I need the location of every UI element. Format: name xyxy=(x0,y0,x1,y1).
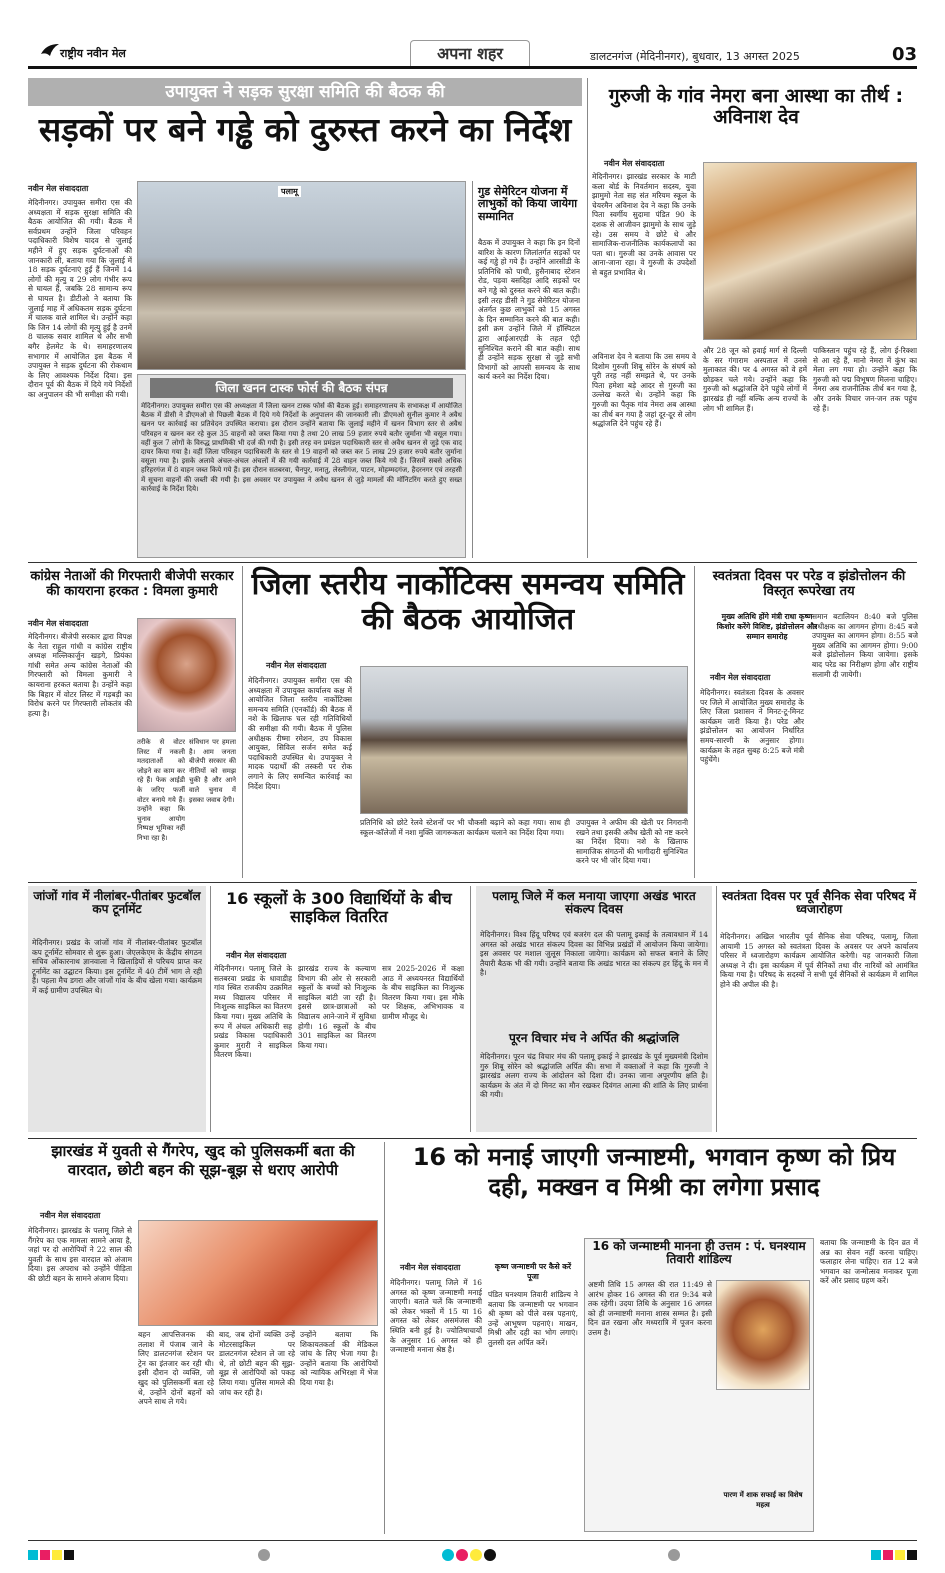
cycle-byline: नवीन मेल संवाददाता xyxy=(226,951,287,960)
khanan-headline: जिला खनन टास्क फोर्स की बैठक संपन्न xyxy=(215,381,388,395)
janmashtami-box-title: 16 को जन्माष्टमी मानना ही उत्तम : पं. घनश्याम तिवारी शांडिल्य xyxy=(592,1239,806,1267)
narcotics-headline: जिला स्तरीय नार्कोटिक्स समन्वय समिति की बैठक आयोजित xyxy=(251,567,685,637)
guruji-body-4: पाकिस्तान पहुंच रहे हैं, लोग ई-रिक्शा से आ रहे हैं, मानो नेमरा में कुंभ का मेला लग गया हो। उन्होंने कहा कि गुरुजी को पद्म विभूषण मिलना चाहिए। नेमरा अब राजनीतिक तीर्थ बन गया है, और उनके विचार जन-जन तक पहुंच रहे हैं। xyxy=(813,346,917,413)
guruji-body-2: अविनाश देव ने बताया कि उस समय वे दिशोम गुरुजी शिबू सोरेन के संघर्ष को पूरी तरह नहीं समझते थे, पर उनके पिता हमेशा बड़े आदर से गुरुजी का उल्लेख करते थे। उन्होंने कहा कि गुरुजी का पैतृक गांव नेमरा अब आस्था का तीर्थ बन गया है जहां दूर-दूर से लोग श्रद्धांजलि देने पहुंच रहे हैं। xyxy=(592,352,696,429)
narcotics-body-2: प्रतिनिधि को छोटे रेलवे स्टेशनों पर भी चौकसी बढ़ाने को कहा गया। साथ ही स्कूल-कॉलेजों में नशा मुक्ति जागरूकता कार्यक्रम चलाने का निर्देश दिया गया। xyxy=(360,818,570,837)
akhand-headline: पलामू जिले में कल मनाया जाएगा अखंड भारत संकल्प दिवस xyxy=(492,889,696,917)
janmashtami-byline: नवीन मेल संवाददाता xyxy=(400,1263,461,1272)
paper-name: राष्ट्रीय नवीन मेल xyxy=(60,47,126,60)
pandit-portrait-photo xyxy=(716,1280,810,1390)
lead-byline: नवीन मेल संवाददाता xyxy=(28,184,89,193)
registration-dot-icon xyxy=(258,1549,270,1561)
section-tab xyxy=(410,40,530,68)
photo-tag: पलामू xyxy=(278,186,301,197)
narcotics-body: मेदिनीनगर। उपायुक्त समीरा एस की अध्यक्षता में उपायुक्त कार्यालय कक्ष में आयोजित जिला स्तरीय नार्कोटिक्स समन्वय समिति (एनकॉर्ड) की बैठक में नशे के खिलाफ चल रही गतिविधियों की समीक्षा की गयी। बैठक में पुलिस अधीक्षक रीष्मा रमेशन, उप विकास आयुक्त, सिविल सर्जन समेत कई पदाधिकारी उपस्थित थे। उपायुक्त ने मादक पदार्थों की तस्करी पर रोक लगाने के लिए समन्वित कार्रवाई का निर्देश दिया। xyxy=(248,676,352,791)
cycle-headline: 16 स्कूलों के 300 विद्यार्थियों के बीच साइकिल वितरित xyxy=(226,889,452,926)
color-swatch-magenta xyxy=(40,1550,50,1560)
guruji-body-3: और 28 जून को हवाई मार्ग से दिल्ली के सर गंगाराम अस्पताल में उनसे मुलाकात की। पर 4 अगस्त को वे हमें छोड़कर चले गये। उन्होंने कहा कि गुरुजी को श्रद्धांजलि देने पहुंचे लोगों में झारखंड ही नहीं बल्कि अन्य राज्यों के लोग भी शामिल हैं। xyxy=(703,346,807,413)
tribute-body: मेदिनीनगर। पूरन चंद्र विचार मंच की पलामू इकाई ने झारखंड के पूर्व मुख्यमंत्री दिशोम गुरु शिबू सोरेन को श्रद्धांजलि अर्पित की। सभा में वक्ताओं ने कहा कि गुरुजी ने झारखंड अलग राज्य के आंदोलन को दिशा दी। उनका जाना अपूरणीय क्षति है। कार्यक्रम के अंत में दो मिनट का मौन रखकर दिवंगत आत्मा की शांति के लिए प्रार्थना की गयी। xyxy=(480,1052,708,1100)
janmashtami-caption: पारण में शाक सफाई का विशेष महत्व xyxy=(723,1491,803,1509)
crime-body-2: बहन आपत्तिजनक की तलाश में पंजाब जाने के लिए डालटनगंज स्टेशन पर ट्रेन का इंतजार कर रही थी। इसी दौरान दो व्यक्ति, जो खुद को पुलिसकर्मी बता रहे थे, उन्होंने दोनों बहनों को अपने साथ ले गये। xyxy=(138,1330,214,1407)
football-headline: जांजों गांव में नीलांबर-पीतांबर फुटबॉल कप टूर्नामेंट xyxy=(33,889,201,917)
akhand-body: मेदिनीनगर। विश्व हिंदू परिषद एवं बजरंग दल की पलामू इकाई के तत्वावधान में 14 अगस्त को अखंड भारत संकल्प दिवस का विभिन्न प्रखंडों में आयोजन किया जायेगा। इस अवसर पर मशाल जुलूस निकाला जायेगा। कार्यक्रम को सफल बनाने के लिए तैयारी बैठक भी की गयी। उन्होंने बताया कि अखंड भारत का संकल्प हर हिंदू के मन में है। xyxy=(480,930,708,978)
independence-subhead: मुख्य अतिथि होंगे मंत्री राधा कृष्ण किशोर करेंगे विशिष्ट, झंडोत्तोलन और सम्मान समारोह xyxy=(716,612,818,641)
narcotics-byline: नवीन मेल संवाददाता xyxy=(266,661,327,670)
lead-body: मेदिनीनगर। उपायुक्त समीरा एस की अध्यक्षता में सड़क सुरक्षा समिति की बैठक आयोजित की गयी। बैठक में सर्वप्रथम उन्होंने जिला परिवहन पदाधिकारी विशेष यादव से जुलाई महीने में हुए सड़क दुर्घटनाओं की जानकारी ली, बताया गया कि जुलाई में 18 सड़क दुर्घटनाएं हुईं हैं जिनमें 14 लोगों की मृत्यु व 29 लोग गंभीर रूप से घायल हैं, जबकि 28 सामान्य रूप से घायल है। डीटीओ ने बताया कि जुलाई माह में अधिकतम सड़क दुर्घटना में चालक वाले शामिल थे। उन्होंने कहा कि जिन 14 लोगों की मृत्यु हुई है उनमें 8 चालक सवार शामिल थे और सभी बगैर हेलमेट के थे। समाहरणालय सभागार में आयोजित इस बैठक में उपायुक्त ने सड़क दुर्घटना की रोकथाम के लिए आवश्यक निर्देश दिया। इस दौरान पूर्व की बैठक में दिये गये निर्देशों का अनुपालन की भी समीक्षा की गयी। xyxy=(28,198,132,399)
masthead xyxy=(0,0,945,72)
lead-kicker: उपायुक्त ने सड़क सुरक्षा समिति की बैठक की xyxy=(165,82,445,102)
crime-body-1: मेदिनीनगर। झारखंड के पलामू जिले से गैंगरेप का एक मामला सामने आया है, जहां पर दो आरोपियों ने 22 साल की युवती के साथ इस वारदात को अंजाम दिया। इस अपराध को उन्होंने पीड़िता की छोटी बहन के सामने अंजाम दिया। xyxy=(28,1226,132,1283)
guruji-ceremony-photo xyxy=(703,162,917,340)
congress-body-1: मेदिनीनगर। बीजेपी सरकार द्वारा विपक्ष के नेता राहुल गांधी व कांग्रेस राष्ट्रीय अध्यक्ष मल्लिकार्जुन खड़गे, प्रियंका गांधी समेत अन्य कांग्रेस नेताओं की गिरफ्तारी को विमला कुमारी ने कायराना हरकत बताया है। उन्होंने कहा कि बिहार में वोटर लिस्ट में गड़बड़ी का विरोध करने पर गिरफ्तारी लोकतंत्र की हत्या है। xyxy=(28,632,132,718)
guruji-byline: नवीन मेल संवाददाता xyxy=(604,159,665,168)
cycle-body-2: झारखंड राज्य के कल्याण विभाग की ओर से सरकारी स्कूलों के बच्चों को निःशुल्क साइकिल बांटी जा रही है। इससे छात्र-छात्राओं को विद्यालय आने-जाने में सुविधा होगी। 16 स्कूलों के बीच 301 साइकिल का वितरण किया गया। xyxy=(298,964,376,1050)
janmashtami-body-3: बताया कि जन्माष्टमी के दिन व्रत में अन्न का सेवन नहीं करना चाहिए। फलाहार लेना चाहिए। रात 12 बजे भगवान का जन्मोत्सव मनाकर पूजा करें और प्रसाद ग्रहण करें। xyxy=(820,1238,918,1286)
congress-headline: कांग्रेस नेताओं की गिरफ्तारी बीजेपी सरकार की कायराना हरकत : विमला कुमारी xyxy=(30,569,234,599)
lead-meeting-photo xyxy=(137,181,466,370)
janmashtami-body-1: मेदिनीनगर। पलामू जिले में 16 अगस्त को कृष्ण जन्माष्टमी मनाई जाएगी। बताते चलें कि जन्माष्टमी को लेकर भक्तों में 15 या 16 अगस्त को लेकर असमंजस की स्थिति बनी हुई है। ज्योतिषाचार्यों के अनुसार 16 अगस्त को ही जन्माष्टमी मनाना श्रेष्ठ है। xyxy=(390,1278,482,1355)
independence-headline: स्वतंत्रता दिवस पर परेड व झंडोत्तोलन की विस्तृत रूपरेखा तय xyxy=(712,569,906,599)
footer-registration-marks xyxy=(28,1548,917,1564)
color-swatch-yellow-right xyxy=(895,1550,905,1560)
guruji-body-1: मेदिनीनगर। झारखंड सरकार के माटी कला बोर्ड के निवर्तमान सदस्य, युवा झामुमो नेता सह संत मरियम स्कूल के चेयरमैन अविनाश देव ने कहा कि उनके पिता स्वर्गीय सुदामा पंडित 90 के दशक से आजीवन झामुमो के साथ जुड़े रहे। उस समय वे छोटे थे और सामाजिक-राजनीतिक कार्यकलापों का पता था। गुरुजी का उनके आवास पर आना-जाना रहा। वे गुरुजी के उपदेशों से बहुत प्रभावित थे। xyxy=(592,172,696,277)
janmashtami-body-2: पंडित घनश्याम तिवारी शांडिल्य ने बताया कि जन्माष्टमी पर भगवान श्री कृष्ण को पीले वस्त्र पहनाएं, उन्हें आभूषण पहनाएं। माखन, मिश्री और दही का भोग लगाएं। तुलसी दल अर्पित करें। xyxy=(488,1290,578,1347)
crime-headline: झारखंड में युवती से गैंगरेप, खुद को पुलिसकर्मी बता की वारदात, छोटी बहन की सूझ-बूझ से धराए आरोपी xyxy=(51,1142,355,1179)
narcotics-meeting-photo xyxy=(360,666,688,814)
lead-kicker-band xyxy=(28,78,582,106)
congress-body-2: तरीके से वोटर लिस्ट में नकली मतदाताओं को जोड़ने का काम कर रहे हैं। फेक आईडी के जरिए फर्जी वोटर बनाये गये हैं। उन्होंने कहा कि चुनाव आयोग निष्पक्ष भूमिका नहीं निभा रहा है। xyxy=(137,738,185,842)
congress-portrait-photo xyxy=(137,618,236,732)
section-label: अपना शहर xyxy=(437,44,503,63)
narcotics-body-3: उपायुक्त ने अफीम की खेती पर निगरानी रखने तथा इसकी अवैध खेती को नष्ट करने का निर्देश दिया। नशे के खिलाफ सामाजिक संगठनों की भागीदारी सुनिश्चित करने पर भी जोर दिया गया। xyxy=(576,818,688,866)
cycle-body-1: मेदिनीनगर। पलामू जिले के सतबरवा प्रखंड के धावाडीह गांव स्थित राजकीय उत्क्रमित मध्य विद्यालय परिसर में निःशुल्क साइकिल का वितरण किया गया। मुख्य अतिथि के रूप में अंचल अधिकारी सह प्रखंड विकास पदाधिकारी कुमार मुरारी ने साइकिल वितरण किया। xyxy=(214,964,292,1060)
janmashtami-subhead: कृष्ण जन्माष्टमी पर कैसे करें पूजा xyxy=(494,1262,572,1281)
khanan-headline-band xyxy=(150,378,453,398)
color-swatch-yellow xyxy=(52,1550,62,1560)
football-body: मेदिनीनगर। प्रखंड के जांजों गांव में नीलांबर-पीतांबर फुटबॉल कप टूर्नामेंट सोमवार से शुरू हुआ। जेएलकेएम के केंद्रीय संगठन सचिव ओंकारनाथ ज्ञानवाला ने खिलाड़ियों से परिचय प्राप्त कर टूर्नामेंट का उद्घाटन किया। इस टूर्नामेंट में 40 टीमें भाग ले रही हैं। पहला मैच डगरा और जांजों गांव के बीच खेला गया। कार्यक्रम में कई ग्रामीण उपस्थित थे। xyxy=(32,938,202,995)
janmashtami-headline: 16 को मनाई जाएगी जन्माष्टमी, भगवान कृष्ण को प्रिय दही, मक्खन व मिश्री का लगेगा प्रसाद xyxy=(412,1143,896,1201)
guruji-headline: गुरुजी के गांव नेमरा बना आस्था का तीर्थ : अविनाश देव xyxy=(608,85,904,129)
page-number: 03 xyxy=(892,44,918,65)
color-dot-black xyxy=(484,1549,496,1561)
color-swatch-magenta-right xyxy=(883,1550,893,1560)
bird-logo-icon xyxy=(40,42,60,58)
color-dot-yellow xyxy=(470,1549,482,1561)
independence-body-1: मेदिनीनगर। स्वतंत्रता दिवस के अवसर पर जिले में आयोजित मुख्य समारोह के लिए जिला प्रशासन ने मिनट-टू-मिनट कार्यक्रम जारी किया है। परेड और झंडोत्तोलन का आयोजन निर्धारित समय-सारणी के अनुसार होगा। कार्यक्रम के तहत सुबह 8:25 बजे मंत्री पहुंचेंगे। xyxy=(700,688,804,765)
color-dot-magenta xyxy=(456,1549,468,1561)
color-swatch-black-right xyxy=(907,1550,917,1560)
color-swatch-black xyxy=(64,1550,74,1560)
color-dot-cyan xyxy=(442,1549,454,1561)
footer-rule xyxy=(28,1540,917,1541)
good-samaritan-headline: गुड सेमेरिटन योजना में लाभुकों को किया जायेगा सम्मानित xyxy=(478,185,578,223)
color-swatch-cyan xyxy=(28,1550,38,1560)
cycle-body-3: सत्र 2025-2026 में कक्षा आठ में अध्ययनरत विद्यार्थियों के बीच साइकिल का निःशुल्क वितरण किया गया। इस मौके पर शिक्षक, अभिभावक व ग्रामीण मौजूद थे। xyxy=(382,964,464,1021)
lead-headline: सड़कों पर बने गड्ढे को दुरुस्त करने का निर्देश xyxy=(38,110,572,149)
crime-illustration-photo xyxy=(138,1220,378,1326)
color-swatch-cyan-right xyxy=(871,1550,881,1560)
good-samaritan-body: बैठक में उपायुक्त ने कहा कि इन दिनों बारिश के कारण जिलांतर्गत सड़कों पर कई गड्ढे हो गये हैं। उन्होंने आरसीडी के प्रतिनिधि को पाथी, हुसैनाबाद स्टेशन रोड, पड़वा बसदिहा आदि सड़कों पर बने गड्ढे को दुरुस्त करने की बात कही। इसी तरह डीसी ने गुड सेमेरिटन योजना अंतर्गत कुछ लाभुकों को 15 अगस्त के दिन सम्मानित करने की बात कही। इसी क्रम उन्होंने जिले में हॉस्पिटल द्वारा आईआरएडी के तहत एंट्री सुनिश्चित कराने की बात कही। साथ ही उन्होंने सड़क सुरक्षा से जुड़े सभी विभागों को आपसी समन्वय के साथ कार्य करने का निर्देश दिया। xyxy=(478,238,580,382)
khanan-body: मेदिनीनगर। उपायुक्त समीरा एस की अध्यक्षता में जिला खनन टास्क फोर्स की बैठक हुई। समाहरणालय के सभाकक्ष में आयोजित बैठक में डीसी ने डीएमओ से पिछली बैठक में दिये गये निर्देशों के अनुपालन की जानकारी ली। डीएमओ सुनील कुमार ने अवैध खनन पर कार्रवाई का प्रतिवेदन उपस्थित कराया। इस दौरान उन्होंने बताया कि जुलाई महीने में खनन विभाग स्तर से अवैध परिवहन व खनन कर रहे कुल 35 वाहनों को जब्त किया गया है तथा 20 लाख 59 हजार रुपये बतौर जुर्माना भी वसूल गया। वहीं कुल 7 लोगों के विरुद्ध प्राथमिकी भी दर्ज की गयी है। इसी तरह वन प्रमंडल पदाधिकारी स्तर से अवैध खनन से जुड़े एक वाद दायर किया गया है। वहीं जिला परिवहन पदाधिकारी के स्तर से 19 वाहनों को जब्त कर 5 लाख 29 हजार रुपये बतौर जुर्माना वसूला गया है। इसके अलावे अंचल-अंचल अंचलों में की गयी कार्रवाई में 28 वाहन जब्त किये गये हैं। जिसमें सबसे अधिक हरिहरगंज में 8 वाहन जब्त किये गये हैं। इस दौरान सतबरवा, चैनपुर, मनातु, लेस्लीगंज, पाटन, मोहम्मदगंज, हैदरनगर एवं तरहसी में सूचना वाहनों की जब्ती की गयी है। इस अवसर पर उपायुक्त ने अवैध खनन से जुड़े मामलों की मॉनिटरिंग करते हुए सख्त कार्रवाई के निर्देश दिये। xyxy=(141,402,462,493)
registration-dot-icon xyxy=(668,1549,680,1561)
independence-byline: नवीन मेल संवाददाता xyxy=(710,673,771,682)
congress-body-3: संविधान पर हमला है। आम जनता बीजेपी सरकार की नीतियों को समझ चुकी है और आने वाले चुनाव में इसका जवाब देगी। xyxy=(189,738,236,804)
crime-byline: नवीन मेल संवाददाता xyxy=(40,1211,101,1220)
crime-body-3: बाद, जब दोनों व्यक्ति उन्हें मोटरसाइकिल पर डालटनगंज स्टेशन ले जा रहे थे, तो छोटी बहन की सूझ-बूझ से आरोपियों को पकड़ लिया गया। पुलिस मामले की जांच कर रही है। xyxy=(219,1330,295,1397)
sainik-body: मेदिनीनगर। अखिल भारतीय पूर्व सैनिक सेवा परिषद, पलामू, जिला आयामी 15 अगस्त को स्वतंत्रता दिवस के अवसर पर अपने कार्यालय परिसर में ध्वजारोहण कार्यक्रम आयोजित करेगी। यह जानकारी जिला अध्यक्ष ने दी। इस कार्यक्रम में पूर्व सैनिकों तथा वीर नारियों को आमंत्रित किया गया है। परिषद के सदस्यों ने सभी पूर्व सैनिकों से कार्यक्रम में शामिल होने की अपील की है। xyxy=(720,932,918,989)
dateline: डालटनगंज (मेदिनीनगर), बुधवार, 13 अगस्त 2025 xyxy=(590,50,800,63)
janmashtami-box-body: अष्टमी तिथि 15 अगस्त की रात 11:49 से आरंभ होकर 16 अगस्त की रात 9:34 बजे तक रहेगी। उदया तिथि के अनुसार 16 अगस्त को ही जन्माष्टमी मनाना शास्त्र सम्मत है। इसी दिन व्रत रखना और मध्यरात्रि में पूजन करना उत्तम है। xyxy=(588,1280,712,1337)
sainik-headline: स्वतंत्रता दिवस पर पूर्व सैनिक सेवा परिषद में ध्वजारोहण xyxy=(722,889,916,917)
independence-body-2: समान बटालियन 8:40 बजे पुलिस अधीक्षक का आगमन होगा। 8:45 बजे उपायुक्त का आगमन होगा। 8:55 बजे मुख्य अतिथि का आगमन होगा। 9:00 बजे झंडोत्तोलन किया जायेगा। इसके बाद परेड का निरीक्षण होगा और राष्ट्रीय सलामी दी जायेगी। xyxy=(812,612,918,679)
tribute-headline: पूरन विचार मंच ने अर्पित की श्रद्धांजलि xyxy=(509,1031,679,1045)
congress-byline: नवीन मेल संवाददाता xyxy=(28,619,89,628)
crime-body-4: उन्होंने बताया कि शिकायतकर्ता की मेडिकल जांच के लिए भेजा गया है। उन्होंने बताया कि आरोपियों को न्यायिक अभिरक्षा में भेज दिया गया है। xyxy=(300,1330,378,1387)
